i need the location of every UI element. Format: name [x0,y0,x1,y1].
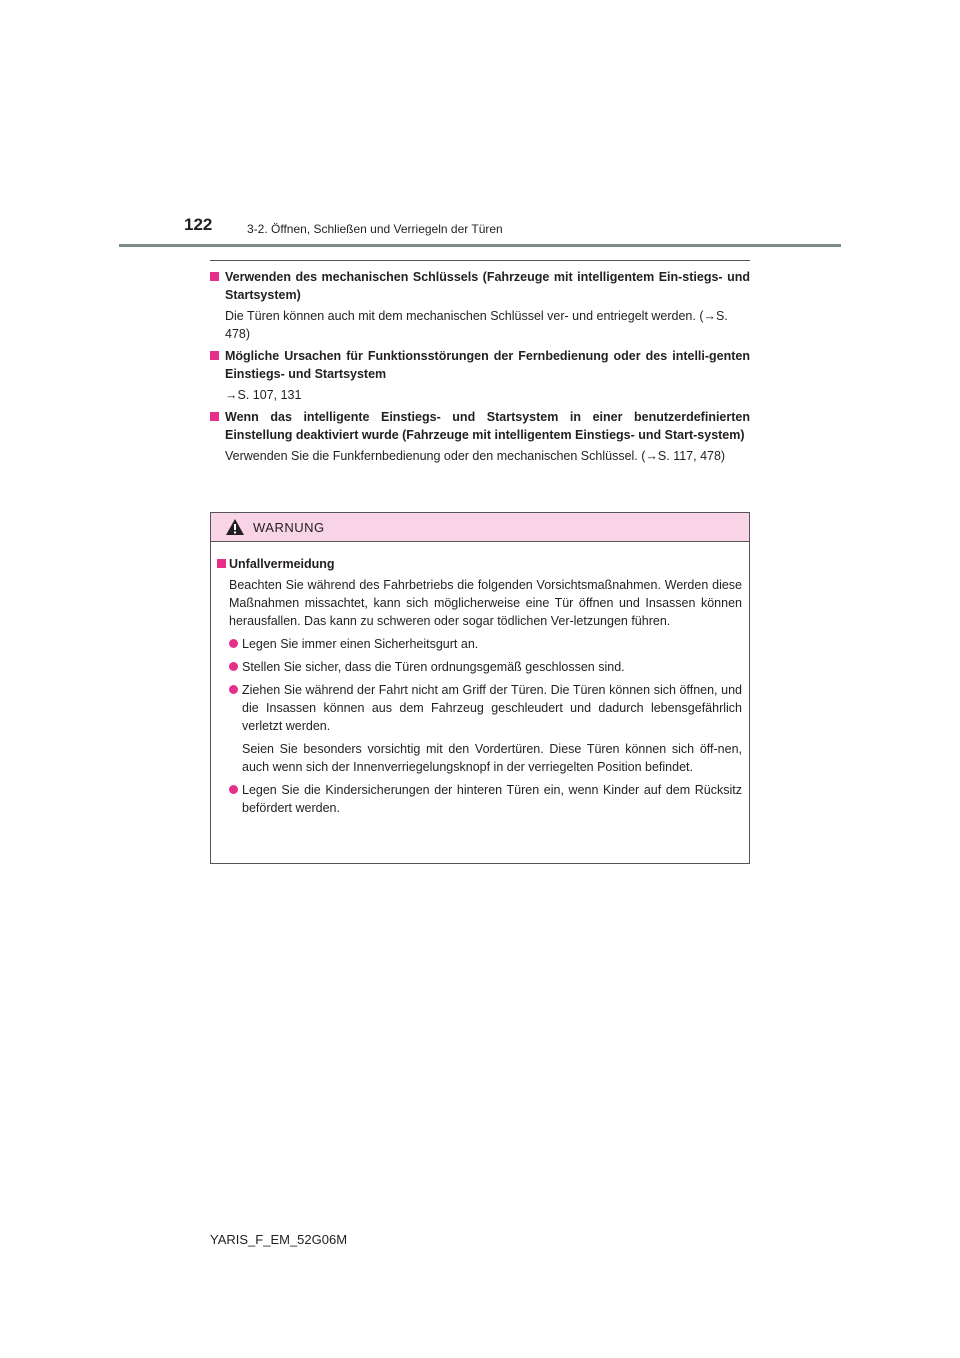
bullet-text: Legen Sie immer einen Sicherheitsgurt an. [242,637,479,651]
info-item-mechanical-key [210,268,750,343]
info-item-system-deactivated [210,408,750,465]
dot-bullet-icon [229,685,238,694]
header-rule [119,244,841,247]
content-divider [210,260,750,261]
section-title: 3-2. Öffnen, Schließen und Verriegeln der Türen [247,222,503,236]
square-bullet-icon [210,412,219,421]
item-title: Verwenden des mechanischen Schlüssels (Fahrzeuge mit intelligentem Ein-stiegs- und Startsystem) [225,270,750,302]
warning-content [211,542,749,817]
dot-bullet-icon [229,662,238,671]
square-bullet-icon [210,351,219,360]
dot-bullet-icon [229,785,238,794]
warning-title: WARNUNG [253,520,325,535]
item-body: Die Türen können auch mit dem mechanischen Schlüssel ver- und entriegelt werden. (→S. 478) [225,309,728,341]
footer-document-code: YARIS_F_EM_52G06M [210,1232,348,1247]
item-title: Wenn das intelligente Einstiegs- und Startsystem in einer benutzerdefinierten Einstellung deaktiviert wurde (Fahrzeuge mit intelligentem Einstiegs- und Start-system) [225,410,750,442]
dot-bullet-icon [229,639,238,648]
square-bullet-icon [210,272,219,281]
warning-header [211,513,749,542]
warning-intro: Beachten Sie während des Fahrbetriebs die folgenden Vorsichtsmaßnahmen. Werden diese Maßnahmen missachtet, kann sich möglicherweise eine Tür öffnen und Insassen können herausfallen. Das kann zu schweren oder sogar tödlichen Ver-letzungen führen. [229,578,742,628]
warning-triangle-icon [225,518,245,536]
warning-heading: Unfallvermeidung [229,557,335,571]
bullet-text: Ziehen Sie während der Fahrt nicht am Griff der Türen. Die Türen können sich öffnen, und die Insassen können aus dem Fahrzeug geschleudert und dadurch lebensgefährlich verletzt werden. [242,683,742,733]
item-body: →S. 107, 131 [225,388,302,402]
warning-bullet [217,658,742,676]
square-bullet-icon [217,559,226,568]
page-number: 122 [184,215,213,234]
content-area [210,268,750,469]
bullet-text: Legen Sie die Kindersicherungen der hinteren Türen ein, wenn Kinder auf dem Rücksitz befördert werden. [242,783,742,815]
info-item-malfunction-causes [210,347,750,404]
bullet-text: Stellen Sie sicher, dass die Türen ordnungsgemäß geschlossen sind. [242,660,625,674]
warning-bullet-extra: Seien Sie besonders vorsichtig mit den Vordertüren. Diese Türen können sich öff-nen, auch wenn sich der Innenverriegelungsknopf in der verriegelten Position befindet. [242,742,742,774]
warning-bullet [217,781,742,817]
warning-box [210,512,750,864]
warning-bullet [217,681,742,735]
item-title: Mögliche Ursachen für Funktionsstörungen der Fernbedienung oder des intelli-genten Einstiegs- und Startsystem [225,349,750,381]
item-body: Verwenden Sie die Funkfernbedienung oder den mechanischen Schlüssel. (→S. 117, 478) [225,449,726,463]
warning-bullet [217,635,742,653]
